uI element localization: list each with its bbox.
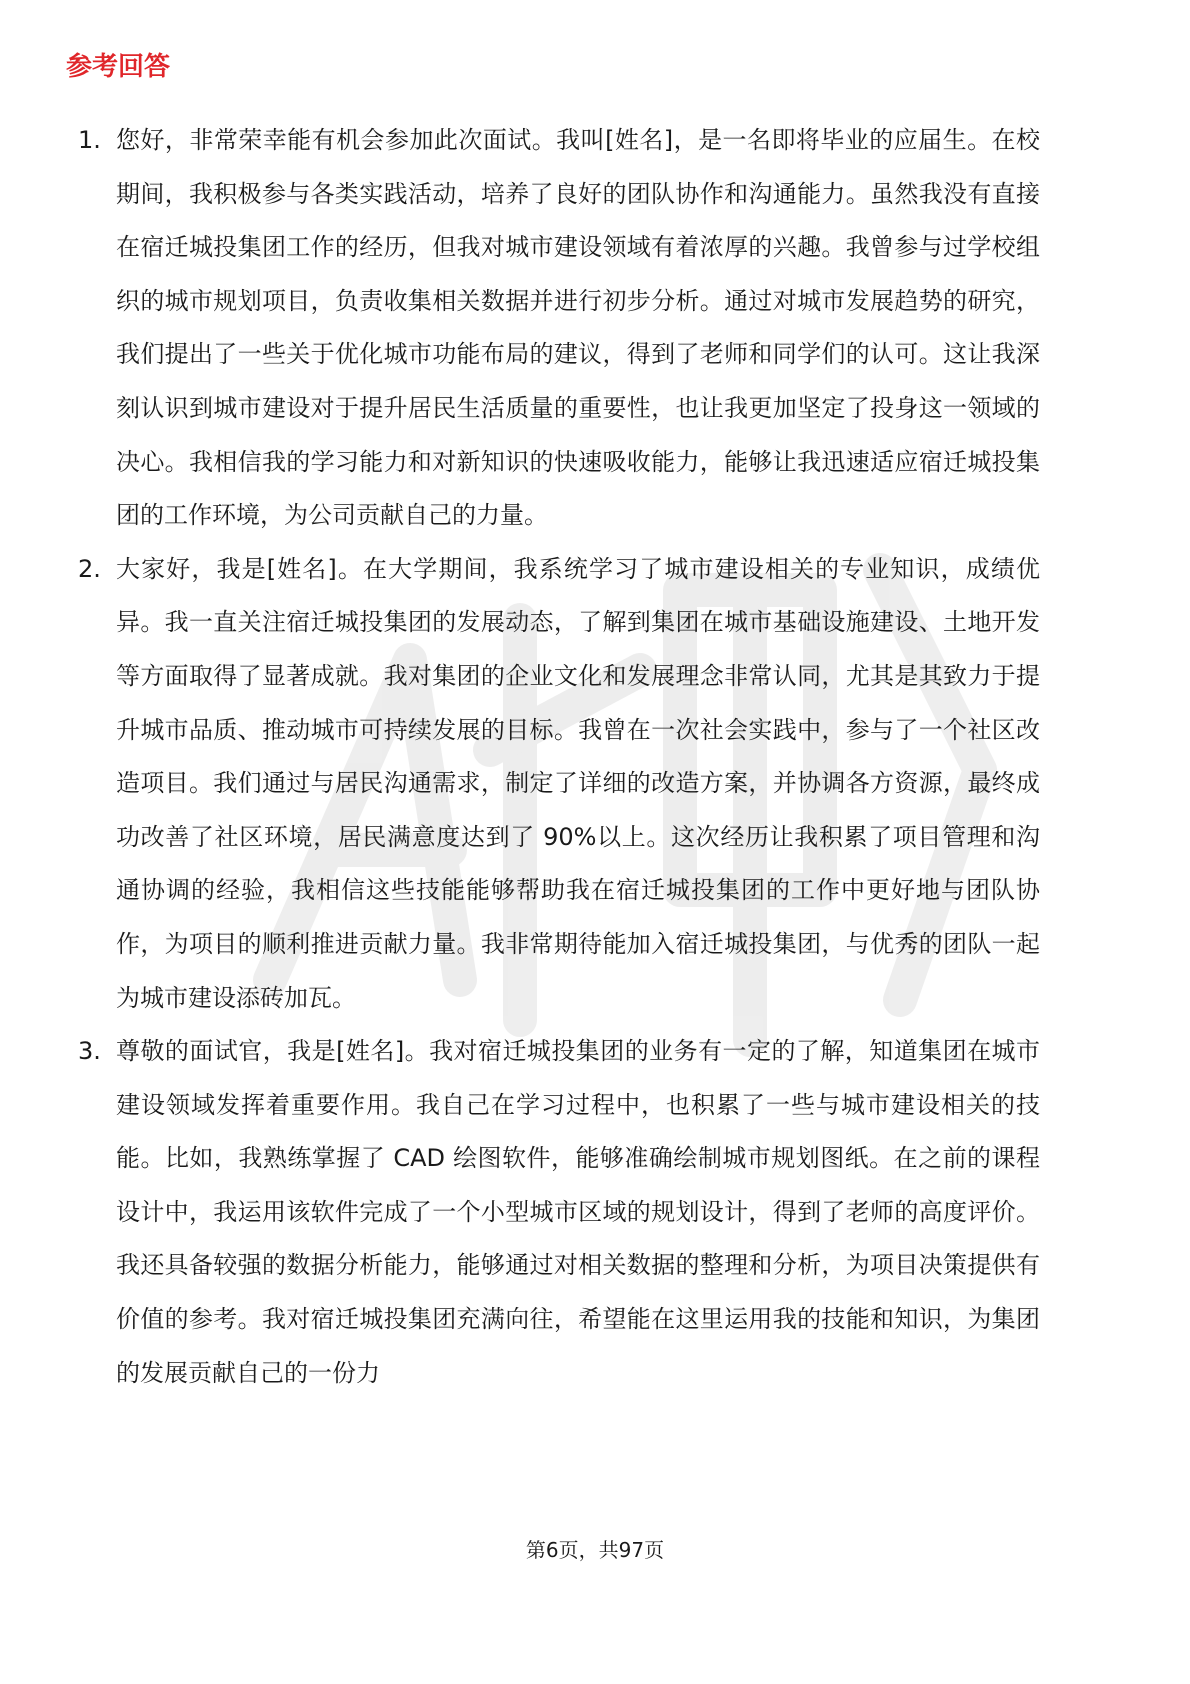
- list-item-text: 您好，非常荣幸能有机会参加此次面试。我叫[姓名]，是一名即将毕业的应届生。在校期间，我积极参与各类实践活动，培养了良好的团队协作和沟通能力。虽然我没有直接在宿迁城投集团工作的经历，但我对城市建设领域有着浓厚的兴趣。我曾参与过学校组织的城市规划项目，负责收集相关数据并进行初步分析。通过对城市发展趋势的研究，我们提出了一些关于优化城市功能布局的建议，得到了老师和同学们的认可。这让我深刻认识到城市建设对于提升居民生活质量的重要性，也让我更加坚定了投身这一领域的决心。我相信我的学习能力和对新知识的快速吸收能力，能够让我迅速适应宿迁城投集团的工作环境，为公司贡献自己的力量。: [116, 126, 1040, 530]
- list-item-number: 3.: [78, 1037, 101, 1066]
- page-number-footer: 第6页，共97页: [525, 1538, 665, 1562]
- section-title: 参考回答: [66, 52, 171, 82]
- list-item-text: 大家好，我是[姓名]。在大学期间，我系统学习了城市建设相关的专业知识，成绩优异。我一直关注宿迁城投集团的发展动态，了解到集团在城市基础设施建设、土地开发等方面取得了显著成就。我对集团的企业文化和发展理念非常认同，尤其是其致力于提升城市品质、推动城市可持续发展的目标。我曾在一次社会实践中，参与了一个社区改造项目。我们通过与居民沟通需求，制定了详细的改造方案，并协调各方资源，最终成功改善了社区环境，居民满意度达到了 90%以上。这次经历让我积累了项目管理和沟通协调的经验，我相信这些技能能够帮助我在宿迁城投集团的工作中更好地与团队协作，为项目的顺利推进贡献力量。我非常期待能加入宿迁城投集团，与优秀的团队一起为城市建设添砖加瓦。: [116, 554, 1040, 1012]
- list-item-text: 尊敬的面试官，我是[姓名]。我对宿迁城投集团的业务有一定的了解，知道集团在城市建设领域发挥着重要作用。我自己在学习过程中，也积累了一些与城市建设相关的技能。比如，我熟练掌握了 CAD 绘图软件，能够准确绘制城市规划图纸。在之前的课程设计中，我运用该软件完成了一个小型城市区域的规划设计，得到了老师的高度评价。我还具备较强的数据分析能力，能够通过对相关数据的整理和分析，为项目决策提供有价值的参考。我对宿迁城投集团充满向往，希望能在这里运用我的技能和知识，为集团的发展贡献自己的一份力: [116, 1037, 1040, 1387]
- list-item: [78, 114, 1040, 543]
- list-item: [78, 543, 1040, 1025]
- list-item-number: 2.: [78, 554, 101, 583]
- answer-list: [78, 114, 1040, 1400]
- list-item-number: 1.: [78, 126, 101, 154]
- list-item: [78, 1025, 1040, 1400]
